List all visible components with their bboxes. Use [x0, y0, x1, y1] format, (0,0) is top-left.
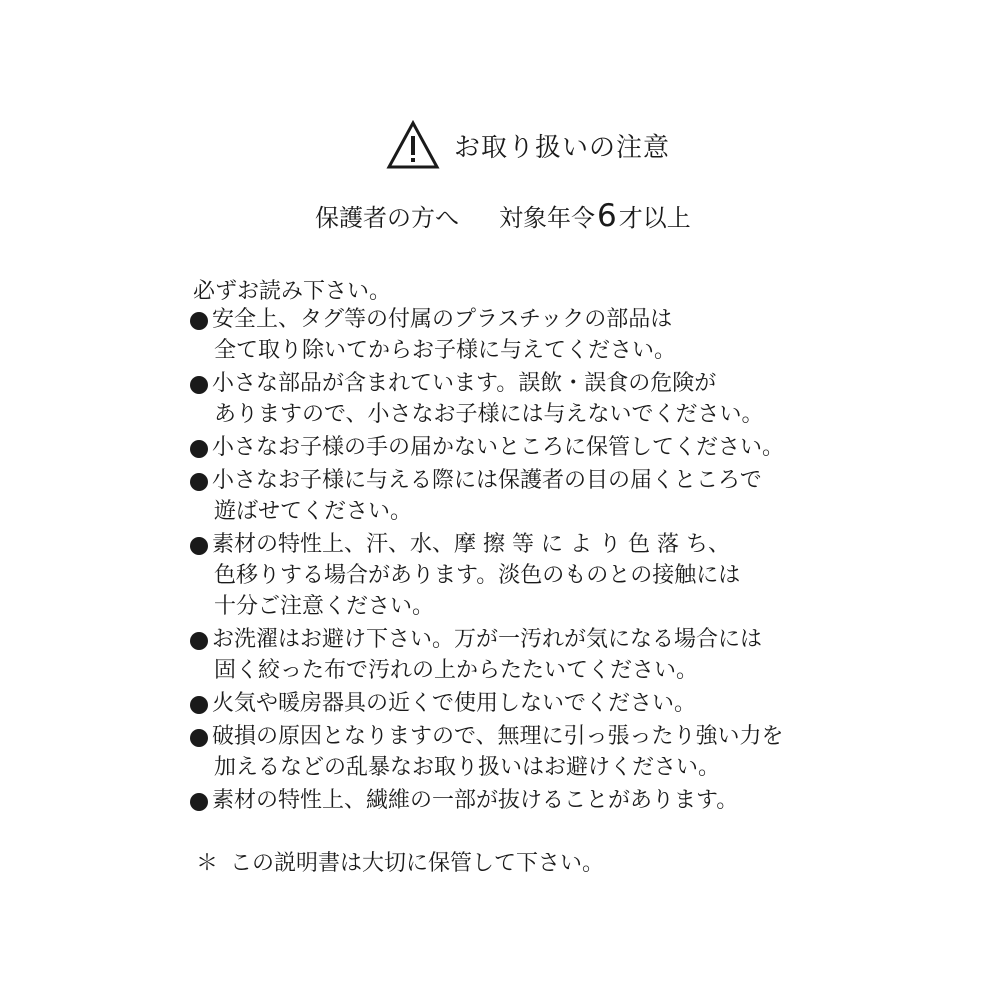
bullet-icon: [190, 537, 208, 555]
notice-item: [188, 721, 828, 783]
notice-line: 火気や暖房器具の近くで使用しないでください。: [212, 691, 697, 716]
notice-line: 小さなお子様の手の届かないところに保管してください。: [212, 435, 785, 460]
bullet-icon: [190, 440, 208, 458]
notice-item: [188, 432, 828, 463]
notice-item: [188, 529, 828, 622]
notice-item: [188, 785, 828, 816]
bullet-icon: [190, 473, 208, 491]
notice-item: [188, 688, 828, 719]
footer-note: [196, 846, 604, 877]
bullet-icon: [190, 312, 208, 330]
notice-line: 安全上、タグ等の付属のプラスチックの部品は: [212, 307, 673, 332]
notice-line: 加えるなどの乱暴なお取り扱いはお避けください。: [214, 755, 721, 780]
notice-item: [188, 465, 828, 527]
notice-item: [188, 304, 828, 366]
notice-line: 十分ご注意ください。: [214, 594, 435, 619]
target-age-suffix: 才以上: [618, 204, 691, 232]
target-age-prefix: 対象年令: [499, 204, 595, 232]
header: [386, 120, 670, 170]
notice-line: 素材の特性上、汗、水、摩 擦 等 に よ り 色 落 ち、: [212, 532, 730, 557]
notice-line: ありますので、小さなお子様には与えないでください。: [214, 402, 764, 427]
notice-line: 色移りする場合があります。淡色のものとの接触には: [214, 563, 741, 588]
asterisk-mark: ＊: [196, 851, 219, 876]
subtitle: [315, 198, 691, 234]
page-title: お取り扱いの注意: [454, 132, 671, 163]
bullet-icon: [190, 632, 208, 650]
guardian-label: 保護者の方へ: [315, 204, 459, 232]
notice-item: [188, 368, 828, 430]
notice-line: 素材の特性上、繊維の一部が抜けることがあります。: [212, 788, 739, 813]
target-age-number: 6: [597, 198, 617, 234]
notice-item: [188, 624, 828, 686]
notice-line: 小さな部品が含まれています。誤飲・誤食の危険が: [212, 371, 717, 396]
notice-line: 破損の原因となりますので、無理に引っ張ったり強い力を: [212, 724, 784, 749]
notice-line: 固く絞った布で汚れの上からたたいてください。: [214, 658, 699, 683]
intro-text: 必ずお読み下さい。: [193, 279, 392, 304]
notice-line: 小さなお子様に与える際には保護者の目の届くところで: [212, 468, 762, 493]
bullet-icon: [190, 793, 208, 811]
bullet-icon: [190, 729, 208, 747]
bullet-icon: [190, 696, 208, 714]
footer-note-text: この説明書は大切に保管して下さい。: [230, 851, 605, 876]
notice-line: 遊ばせてください。: [214, 499, 413, 524]
notice-list: [188, 304, 828, 818]
notice-line: 全て取り除いてからお子様に与えてください。: [214, 338, 677, 363]
notice-line: お洗濯はお避け下さい。万が一汚れが気になる場合には: [212, 627, 763, 652]
bullet-icon: [190, 376, 208, 394]
warning-triangle-icon: [386, 120, 440, 170]
